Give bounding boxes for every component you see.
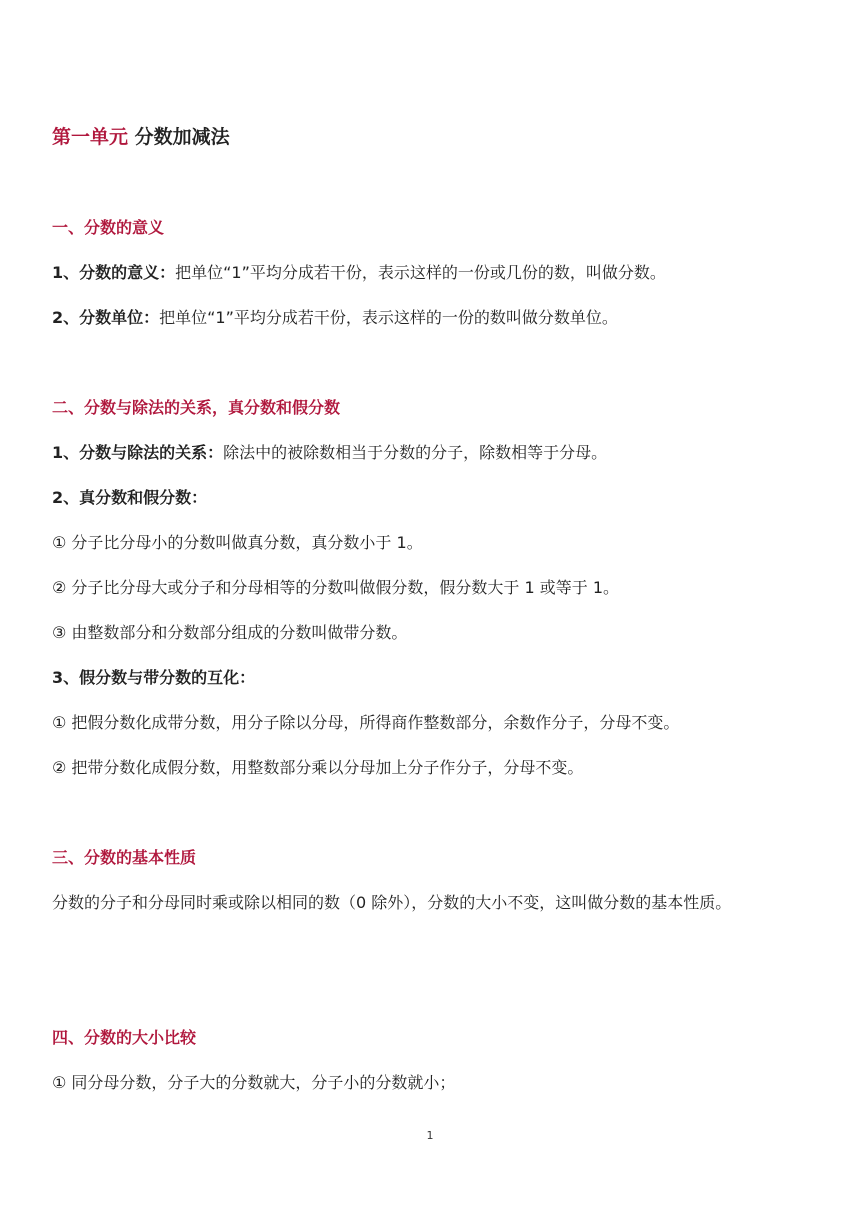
document-title: [52, 125, 820, 149]
paragraph-division-relation: [52, 441, 820, 465]
section-heading-comparison: 四、分数的大小比较: [52, 1028, 197, 1047]
list-item: ② 把带分数化成假分数，用整数部分乘以分母加上分子作分子，分母不变。: [52, 758, 584, 777]
list-item: ① 分子比分母小的分数叫做真分数，真分数小于 1。: [52, 533, 423, 552]
section-heading-division: 二、分数与除法的关系，真分数和假分数: [52, 398, 341, 417]
unit-label: 第一单元: [52, 126, 129, 148]
list-item: ② 分子比分母大或分子和分母相等的分数叫做假分数，假分数大于 1 或等于 1。: [52, 578, 620, 597]
page-number: 1: [426, 1129, 434, 1142]
paragraph-label: 1、分数与除法的关系：: [52, 443, 224, 462]
list-item: ① 把假分数化成带分数，用分子除以分母，所得商作整数部分，余数作分子，分母不变。: [52, 713, 680, 732]
list-item: ① 同分母分数，分子大的分数就大，分子小的分数就小；: [52, 1073, 456, 1092]
paragraph-proper-improper-label: 2、真分数和假分数：: [52, 488, 208, 507]
paragraph-text: 除法中的被除数相当于分数的分子，除数相等于分母。: [223, 443, 608, 462]
paragraph-basic-property: 分数的分子和分母同时乘或除以相同的数（0 除外），分数的大小不变，这叫做分数的基本性质。: [52, 893, 732, 912]
section-heading-meaning: 一、分数的意义: [52, 218, 165, 237]
list-item: ③ 由整数部分和分数部分组成的分数叫做带分数。: [52, 623, 408, 642]
unit-title: 分数加减法: [134, 126, 230, 148]
section-heading-basic-property: 三、分数的基本性质: [52, 848, 197, 867]
paragraph-conversion-label: 3、假分数与带分数的互化：: [52, 668, 256, 687]
paragraph-label: 2、分数单位：: [52, 308, 160, 327]
paragraph-meaning-definition: [52, 261, 820, 285]
paragraph-text: 把单位“1”平均分成若干份，表示这样的一份或几份的数，叫做分数。: [175, 263, 666, 282]
paragraph-fraction-unit: [52, 306, 820, 330]
paragraph-text: 把单位“1”平均分成若干份，表示这样的一份的数叫做分数单位。: [159, 308, 618, 327]
paragraph-label: 1、分数的意义：: [52, 263, 176, 282]
